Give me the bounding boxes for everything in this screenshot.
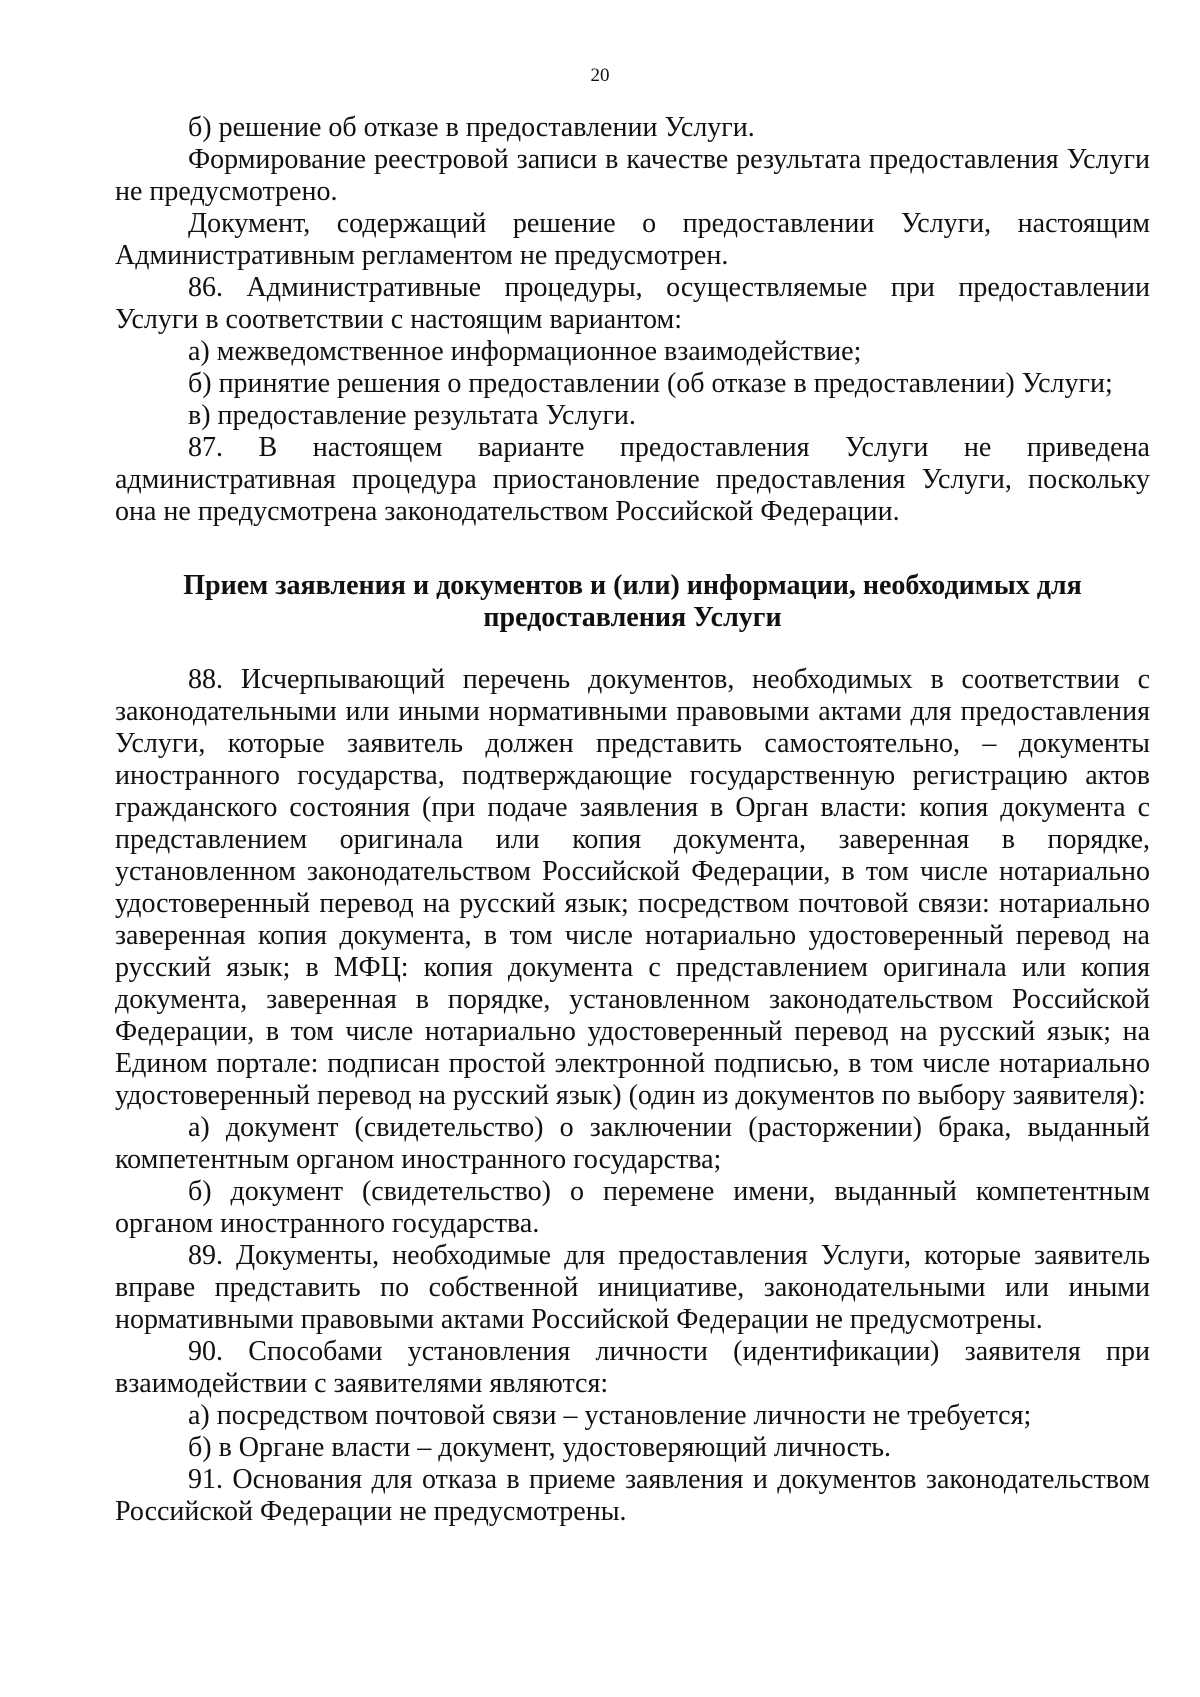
paragraph: б) документ (свидетельство) о перемене имени, выданный компетентным органом иностранного государства. bbox=[115, 1176, 1150, 1239]
paragraph: 86. Административные процедуры, осуществляемые при предоставлении Услуги в соответствии с настоящим вариантом: bbox=[115, 272, 1150, 335]
paragraph: а) межведомственное информационное взаимодействие; bbox=[188, 336, 862, 367]
paragraph: Документ, содержащий решение о предоставлении Услуги, настоящим Административным регламентом не предусмотрен. bbox=[115, 208, 1150, 271]
paragraph: 90. Способами установления личности (идентификации) заявителя при взаимодействии с заявителями являются: bbox=[115, 1336, 1150, 1399]
paragraph: 88. Исчерпывающий перечень документов, необходимых в соответствии с законодательными или иными нормативными правовыми актами для предоставления Услуги, которые заявитель должен представить самостоятельно, – документы иностранного государства, подтверждающие государственную регистрацию актов гражданского состояния (при подаче заявления в Орган власти: копия документа с представлением оригинала или копия документа, заверенная в порядке, установленном законодательством Российской Федерации, в том числе нотариально удостоверенный перевод на русский язык; посредством почтовой связи: нотариально заверенная копия документа, в том числе нотариально удостоверенный перевод на русский язык; в МФЦ: копия документа с представлением оригинала или копия документа, заверенная в порядке, установленном законодательством Российской Федерации, в том числе нотариально удостоверенный перевод на русский язык; на Едином портале: подписан простой электронной подписью, в том числе нотариально удостоверенный перевод на русский язык) (один из документов по выбору заявителя): bbox=[115, 664, 1150, 1111]
page-number: 20 bbox=[590, 65, 610, 86]
paragraph: б) в Органе власти – документ, удостоверяющий личность. bbox=[188, 1432, 892, 1463]
document-body bbox=[115, 112, 1150, 1528]
paragraph: в) предоставление результата Услуги. bbox=[188, 400, 636, 431]
paragraph: 89. Документы, необходимые для предоставления Услуги, которые заявитель вправе представить по собственной инициативе, законодательными или иными нормативными правовыми актами Российской Федерации не предусмотрены. bbox=[115, 1240, 1150, 1335]
paragraph: 91. Основания для отказа в приеме заявления и документов законодательством Российской Федерации не предусмотрены. bbox=[115, 1464, 1150, 1527]
paragraph: 87. В настоящем варианте предоставления Услуги не приведена административная процедура приостановление предоставления Услуги, поскольку она не предусмотрена законодательством Российской Федерации. bbox=[115, 432, 1150, 527]
paragraph: б) принятие решения о предоставлении (об отказе в предоставлении) Услуги; bbox=[188, 368, 1113, 399]
paragraph: а) документ (свидетельство) о заключении (расторжении) брака, выданный компетентным органом иностранного государства; bbox=[115, 1112, 1150, 1175]
section-heading-line: предоставления Услуги bbox=[483, 602, 782, 633]
section-heading-line: Прием заявления и документов и (или) информации, необходимых для bbox=[183, 570, 1082, 601]
paragraph: Формирование реестровой записи в качестве результата предоставления Услуги не предусмотрено. bbox=[115, 144, 1150, 207]
paragraph: б) решение об отказе в предоставлении Услуги. bbox=[188, 112, 755, 143]
section-heading bbox=[115, 570, 1150, 634]
paragraph: а) посредством почтовой связи – установление личности не требуется; bbox=[188, 1400, 1032, 1431]
